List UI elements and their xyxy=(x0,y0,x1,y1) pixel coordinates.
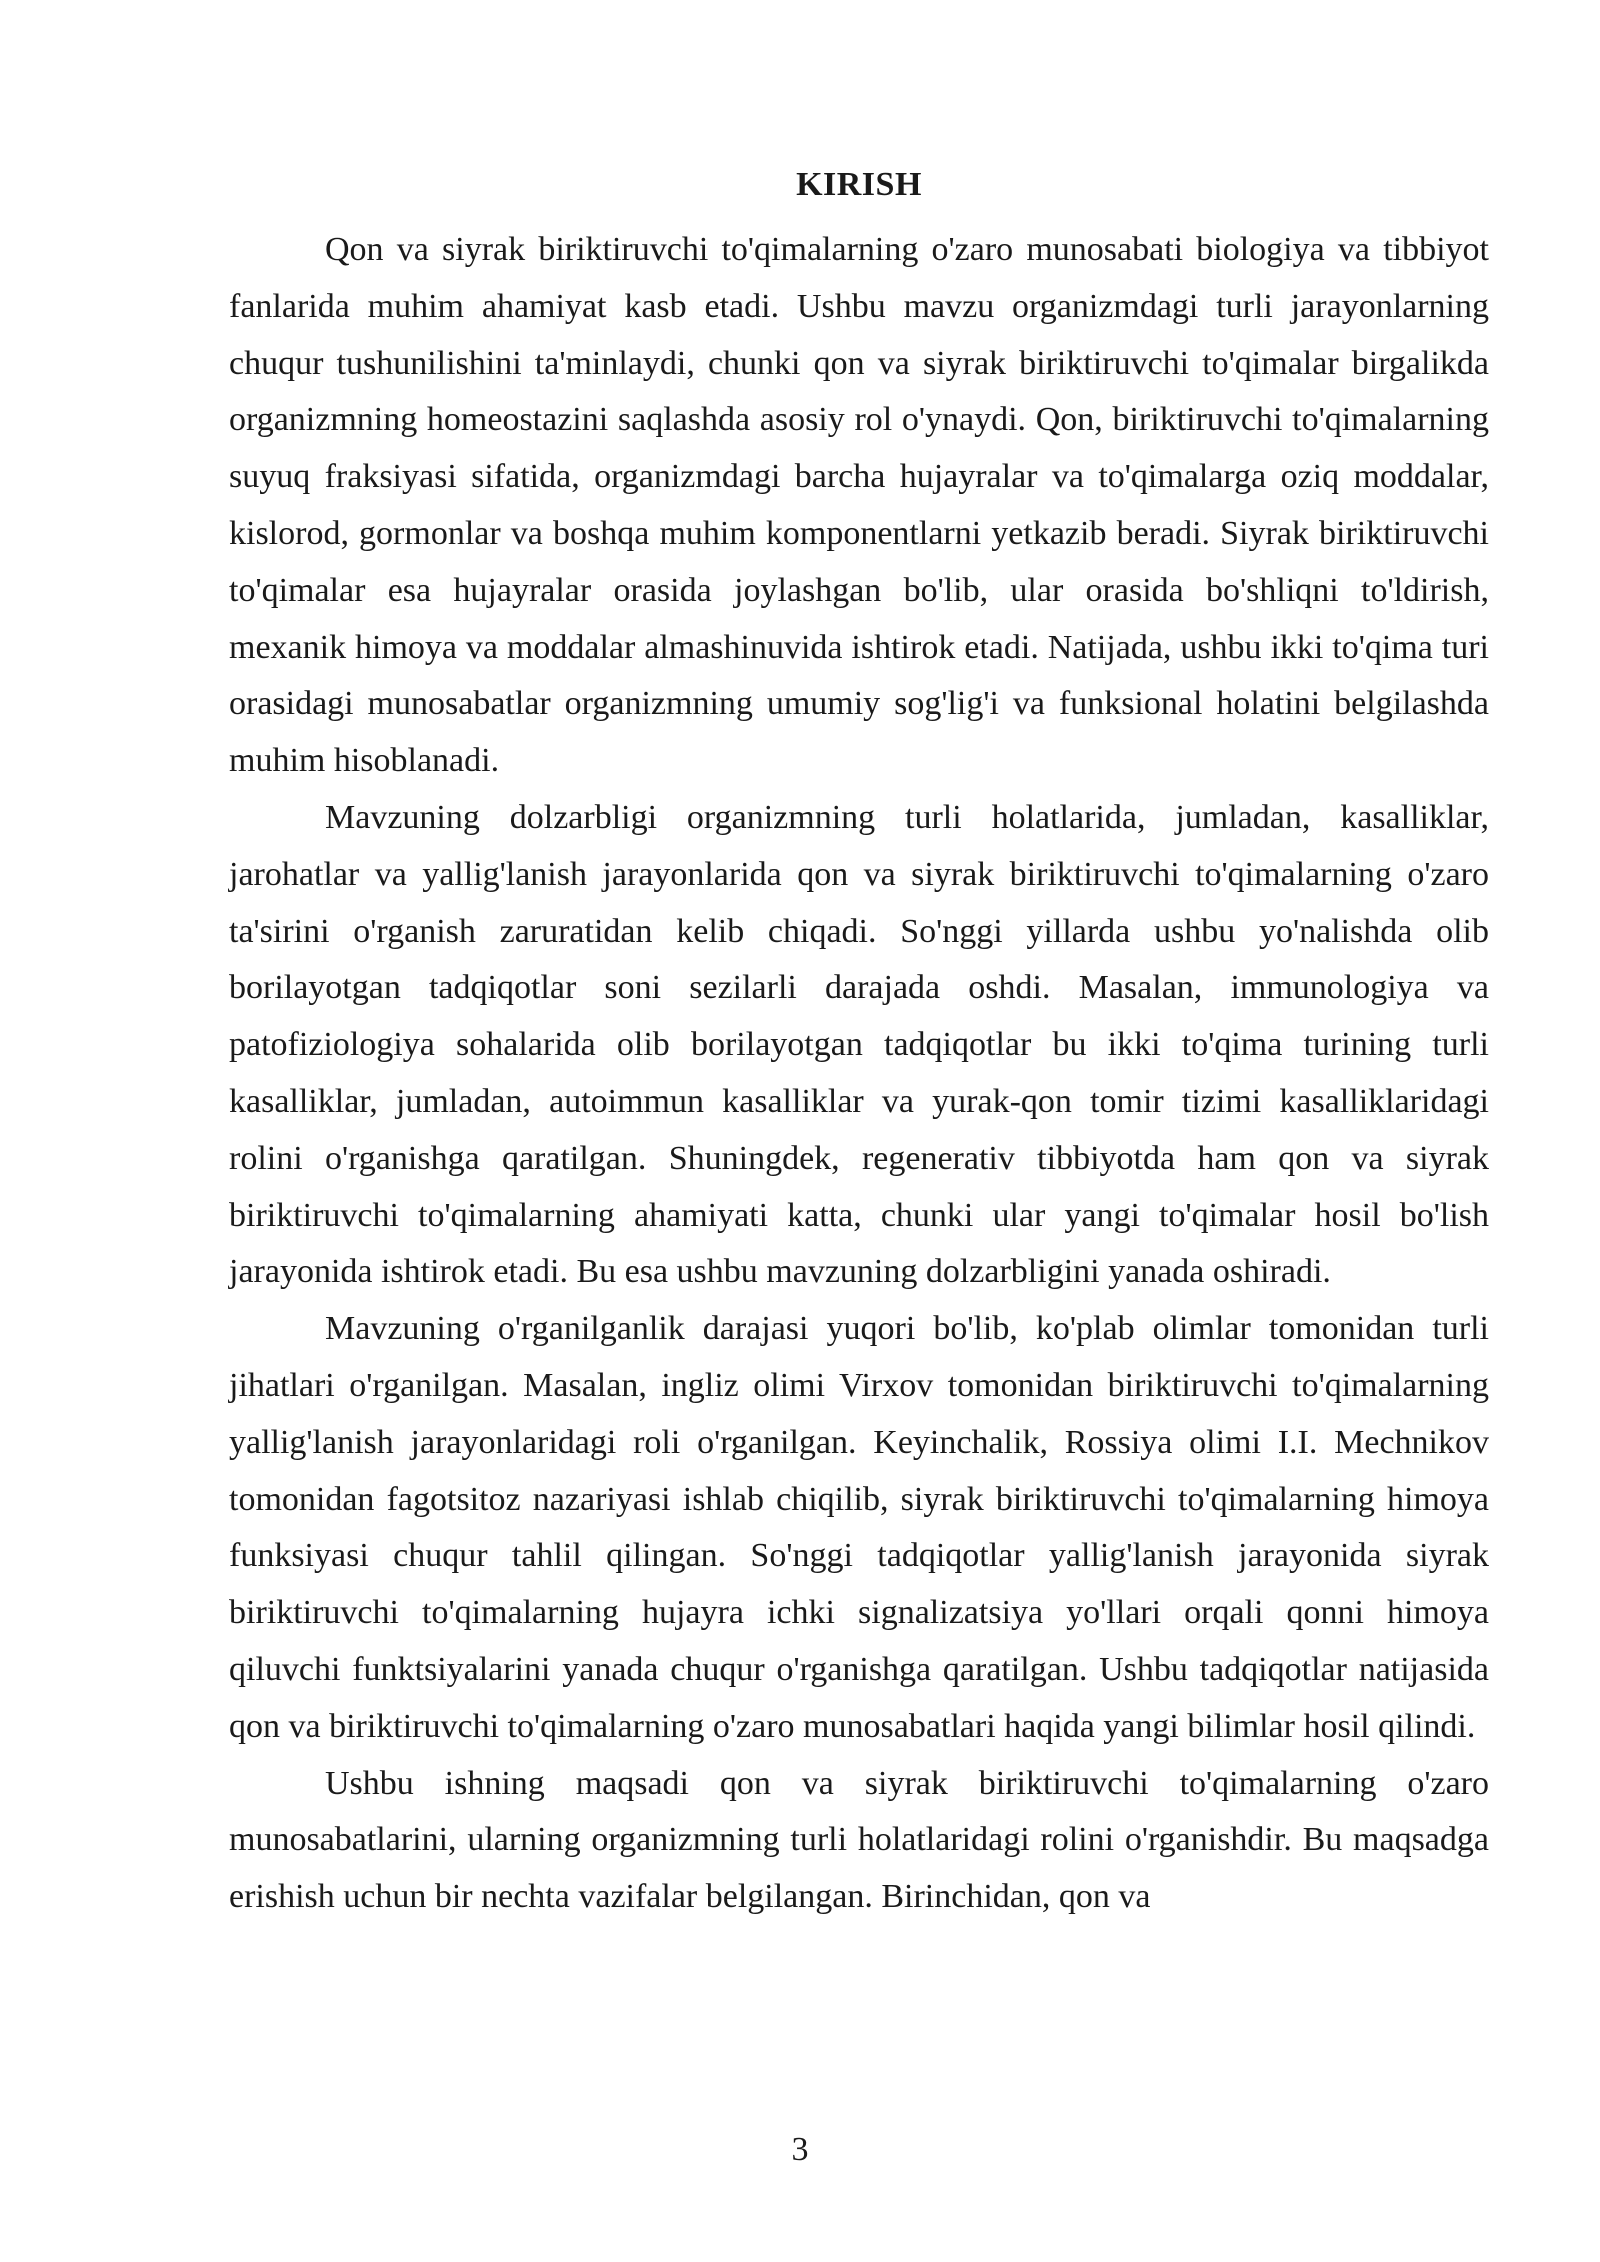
page-number: 3 xyxy=(791,2131,809,2168)
paragraph-relevance: Mavzuning dolzarbligi organizmning turli holatlarida, jumladan, kasalliklar, jarohatlar va yallig'lanish jarayonlarida qon va siyrak biriktiruvchi to'qimalarning o'zaro ta'sirini o'rganish zaruratidan kelib chiqadi. So'nggi yillarda ushbu yo'nalishda olib borilayotgan tadqiqotlar soni sezilarli darajada oshdi. Masalan, immunologiya va patofiziologiya sohalarida olib borilayotgan tadqiqotlar bu ikki to'qima turining turli kasalliklar, jumladan, autoimmun kasalliklar va yurak-qon tomir tizimi kasalliklaridagi rolini o'rganishga qaratilgan. Shuningdek, regenerativ tibbiyotda ham qon va siyrak biriktiruvchi to'qimalarning ahamiyati katta, chunki ular yangi to'qimalar hosil bo'lish jarayonida ishtirok etadi. Bu esa ushbu mavzuning dolzarbligini yanada oshiradi. xyxy=(229,798,1489,1291)
paragraph-study-level: Mavzuning o'rganilganlik darajasi yuqori bo'lib, ko'plab olimlar tomonidan turli jihatlari o'rganilgan. Masalan, ingliz olimi Virxov tomonidan biriktiruvchi to'qimalarning yallig'lanish jarayonlaridagi roli o'rganilgan. Keyinchalik, Rossiya olimi I.I. Mechnikov tomonidan fagotsitoz nazariyasi ishlab chiqilib, siyrak biriktiruvchi to'qimalarning himoya funksiyasi chuqur tahlil qilingan. So'nggi tadqiqotlar yallig'lanish jarayonida siyrak biriktiruvchi to'qimalarning hujayra ichki signalizatsiya yo'llari orqali qonni himoya qiluvchi funktsiyalarini yanada chuqur o'rganishga qaratilgan. Ushbu tadqiqotlar natijasida qon va biriktiruvchi to'qimalarning o'zaro munosabatlari haqida yangi bilimlar hosil qilindi. xyxy=(229,1310,1489,1745)
paragraph-introduction: Qon va siyrak biriktiruvchi to'qimalarning o'zaro munosabati biologiya va tibbiyot fanlarida muhim ahamiyat kasb etadi. Ushbu mavzu organizmdagi turli jarayonlarning chuqur tushunilishini ta'minlaydi, chunki qon va siyrak biriktiruvchi to'qimalar birgalikda organizmning homeostazini saqlashda asosiy rol o'ynaydi. Qon, biriktiruvchi to'qimalarning suyuq fraksiyasi sifatida, organizmdagi barcha hujayralar va to'qimalarga oziq moddalar, kislorod, gormonlar va boshqa muhim komponentlarni yetkazib beradi. Siyrak biriktiruvchi to'qimalar esa hujayralar orasida joylashgan bo'lib, ular orasida bo'shliqni to'ldirish, mexanik himoya va moddalar almashinuvida ishtirok etadi. Natijada, ushbu ikki to'qima turi orasidagi munosabatlar organizmning umumiy sog'lig'i va funksional holatini belgilashda muhim hisoblanadi. xyxy=(229,231,1489,780)
section-title: KIRISH xyxy=(796,166,922,203)
paragraph-goal: Ushbu ishning maqsadi qon va siyrak biriktiruvchi to'qimalarning o'zaro munosabatlarini, ularning organizmning turli holatlaridagi rolini o'rganishdir. Bu maqsadga erishish uchun bir nechta vazifalar belgilangan. Birinchidan, qon va xyxy=(229,1764,1489,1916)
document-page xyxy=(229,150,1489,2230)
